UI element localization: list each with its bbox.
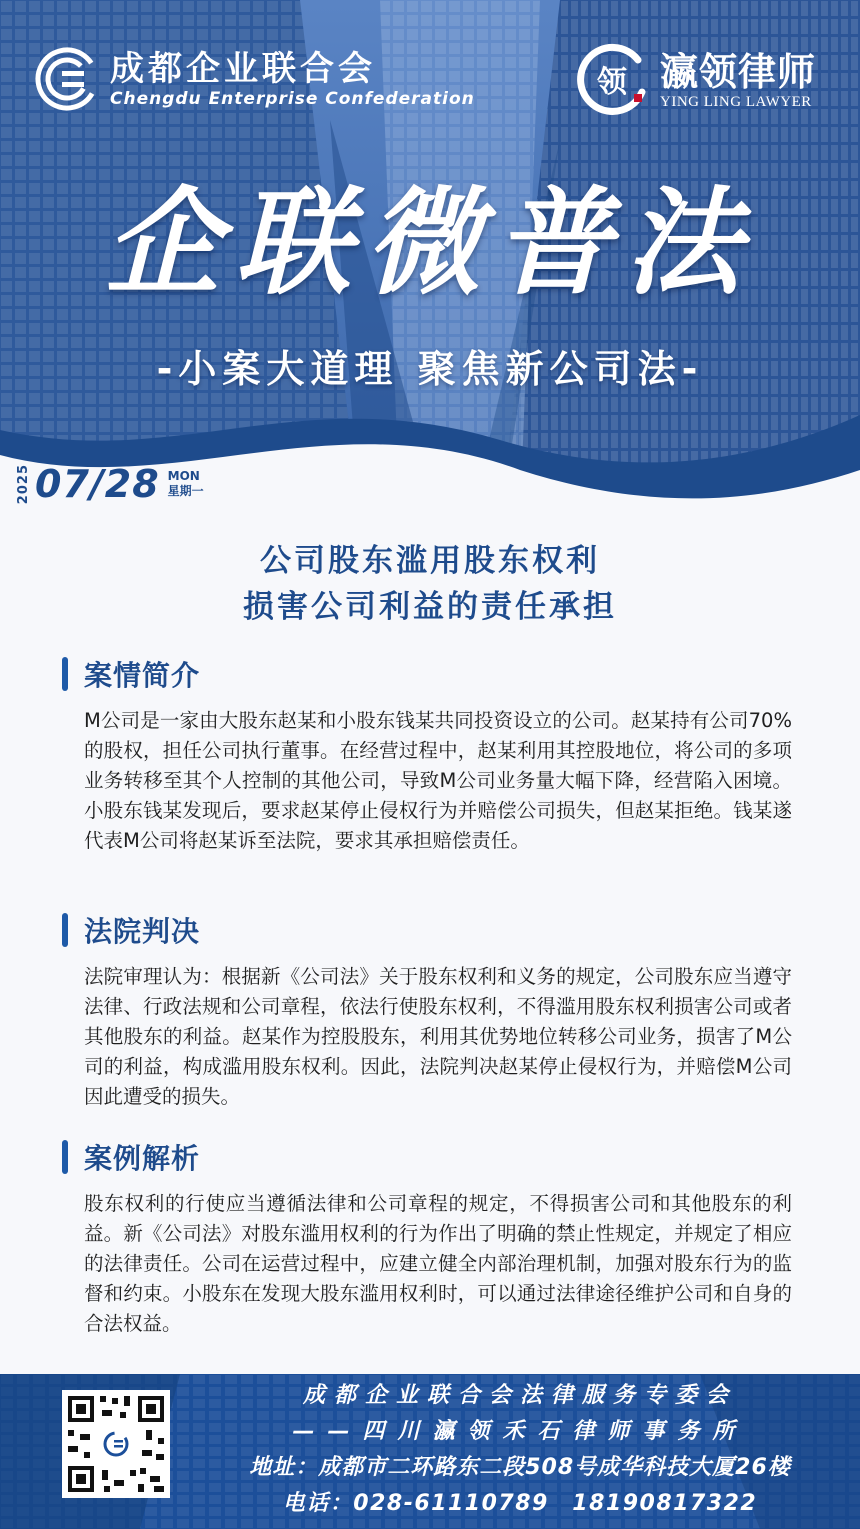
footer — [0, 1374, 860, 1529]
seal-character: 领 — [597, 65, 627, 100]
section-body: M公司是一家由大股东赵某和小股东钱某共同投资设立的公司。赵某持有公司70%的股权，担任公司执行董事。在经营过程中，赵某利用其控股地位，将公司的多项业务转移至其个人控制的其他公司，导致M公司业务量大幅下降，经营陷入困境。小股东钱某发现后，要求赵某停止侵权行为并赔偿公司损失，但赵某拒绝。钱某遂代表M公司将赵某诉至法院，要求其承担赔偿责任。 — [84, 709, 792, 852]
article-title-line1: 公司股东滥用股东权利 — [260, 543, 600, 579]
date-stamp — [16, 462, 204, 506]
right-logo-cn: 瀛领律师 — [660, 48, 817, 94]
footer-org: 成都企业联合会法律服务专委会 — [302, 1383, 737, 1408]
qr-code[interactable] — [62, 1390, 170, 1498]
chengdu-confederation-logo — [34, 46, 475, 112]
article-title — [0, 538, 860, 630]
section-title: 案例解析 — [84, 1142, 201, 1175]
confederation-emblem-icon — [34, 46, 100, 112]
subtitle: -小案大道理 聚焦新公司法- — [156, 347, 704, 391]
section-marker-bar — [62, 1140, 68, 1174]
section-title: 案情简介 — [84, 659, 201, 692]
footer-info — [200, 1378, 840, 1522]
section-case-summary — [62, 654, 792, 856]
qr-code-icon — [62, 1390, 170, 1498]
footer-phone[interactable]: 电话：028-61110789 18190817322 — [282, 1491, 758, 1516]
weekday-en: MON — [167, 469, 200, 483]
section-title: 法院判决 — [84, 915, 201, 948]
section-case-analysis — [62, 1137, 792, 1339]
section-body: 股东权利的行使应当遵循法律和公司章程的规定，不得损害公司和其他股东的利益。新《公司法》对股东滥用权利的行为作出了明确的禁止性规定，并规定了相应的法律责任。公司在运营过程中，应建立健全内部治理机制，加强对股东行为的监督和约束。小股东在发现大股东滥用权利时，可以通过法律途径维护公司和自身的合法权益。 — [84, 1192, 792, 1335]
yingling-lawyer-logo — [572, 40, 816, 120]
date-weekday — [168, 469, 204, 499]
hero-banner — [0, 0, 860, 520]
section-marker-bar — [62, 913, 68, 947]
footer-firm: ——四川瀛领禾石律师事务所 — [292, 1419, 748, 1444]
section-court-judgment — [62, 910, 792, 1112]
article-title-line2: 损害公司利益的责任承担 — [243, 589, 617, 625]
section-marker-bar — [62, 657, 68, 691]
right-logo-en: YING LING LAWYER — [660, 93, 812, 110]
date-main: 07/28 — [35, 462, 160, 506]
main-title: 企联微普法 — [105, 175, 755, 311]
left-logo-en: Chengdu Enterprise Confederation — [110, 89, 475, 109]
footer-address: 地址：成都市二环路东二段508号成华科技大厦26楼 — [249, 1455, 791, 1480]
yingling-seal-icon — [572, 40, 652, 120]
date-year: 2025 — [16, 463, 31, 505]
left-logo-cn: 成都企业联合会 — [110, 49, 376, 89]
section-body: 法院审理认为：根据新《公司法》关于股东权利和义务的规定，公司股东应当遵守法律、行政法规和公司章程，依法行使股东权利，不得滥用股东权利损害公司或者其他股东的利益。赵某作为控股股东，利用其优势地位转移公司业务，损害了M公司的利益，构成滥用股东权利。因此，法院判决赵某停止侵权行为，并赔偿M公司因此遭受的损失。 — [84, 965, 792, 1108]
weekday-cn: 星期一 — [167, 484, 204, 498]
